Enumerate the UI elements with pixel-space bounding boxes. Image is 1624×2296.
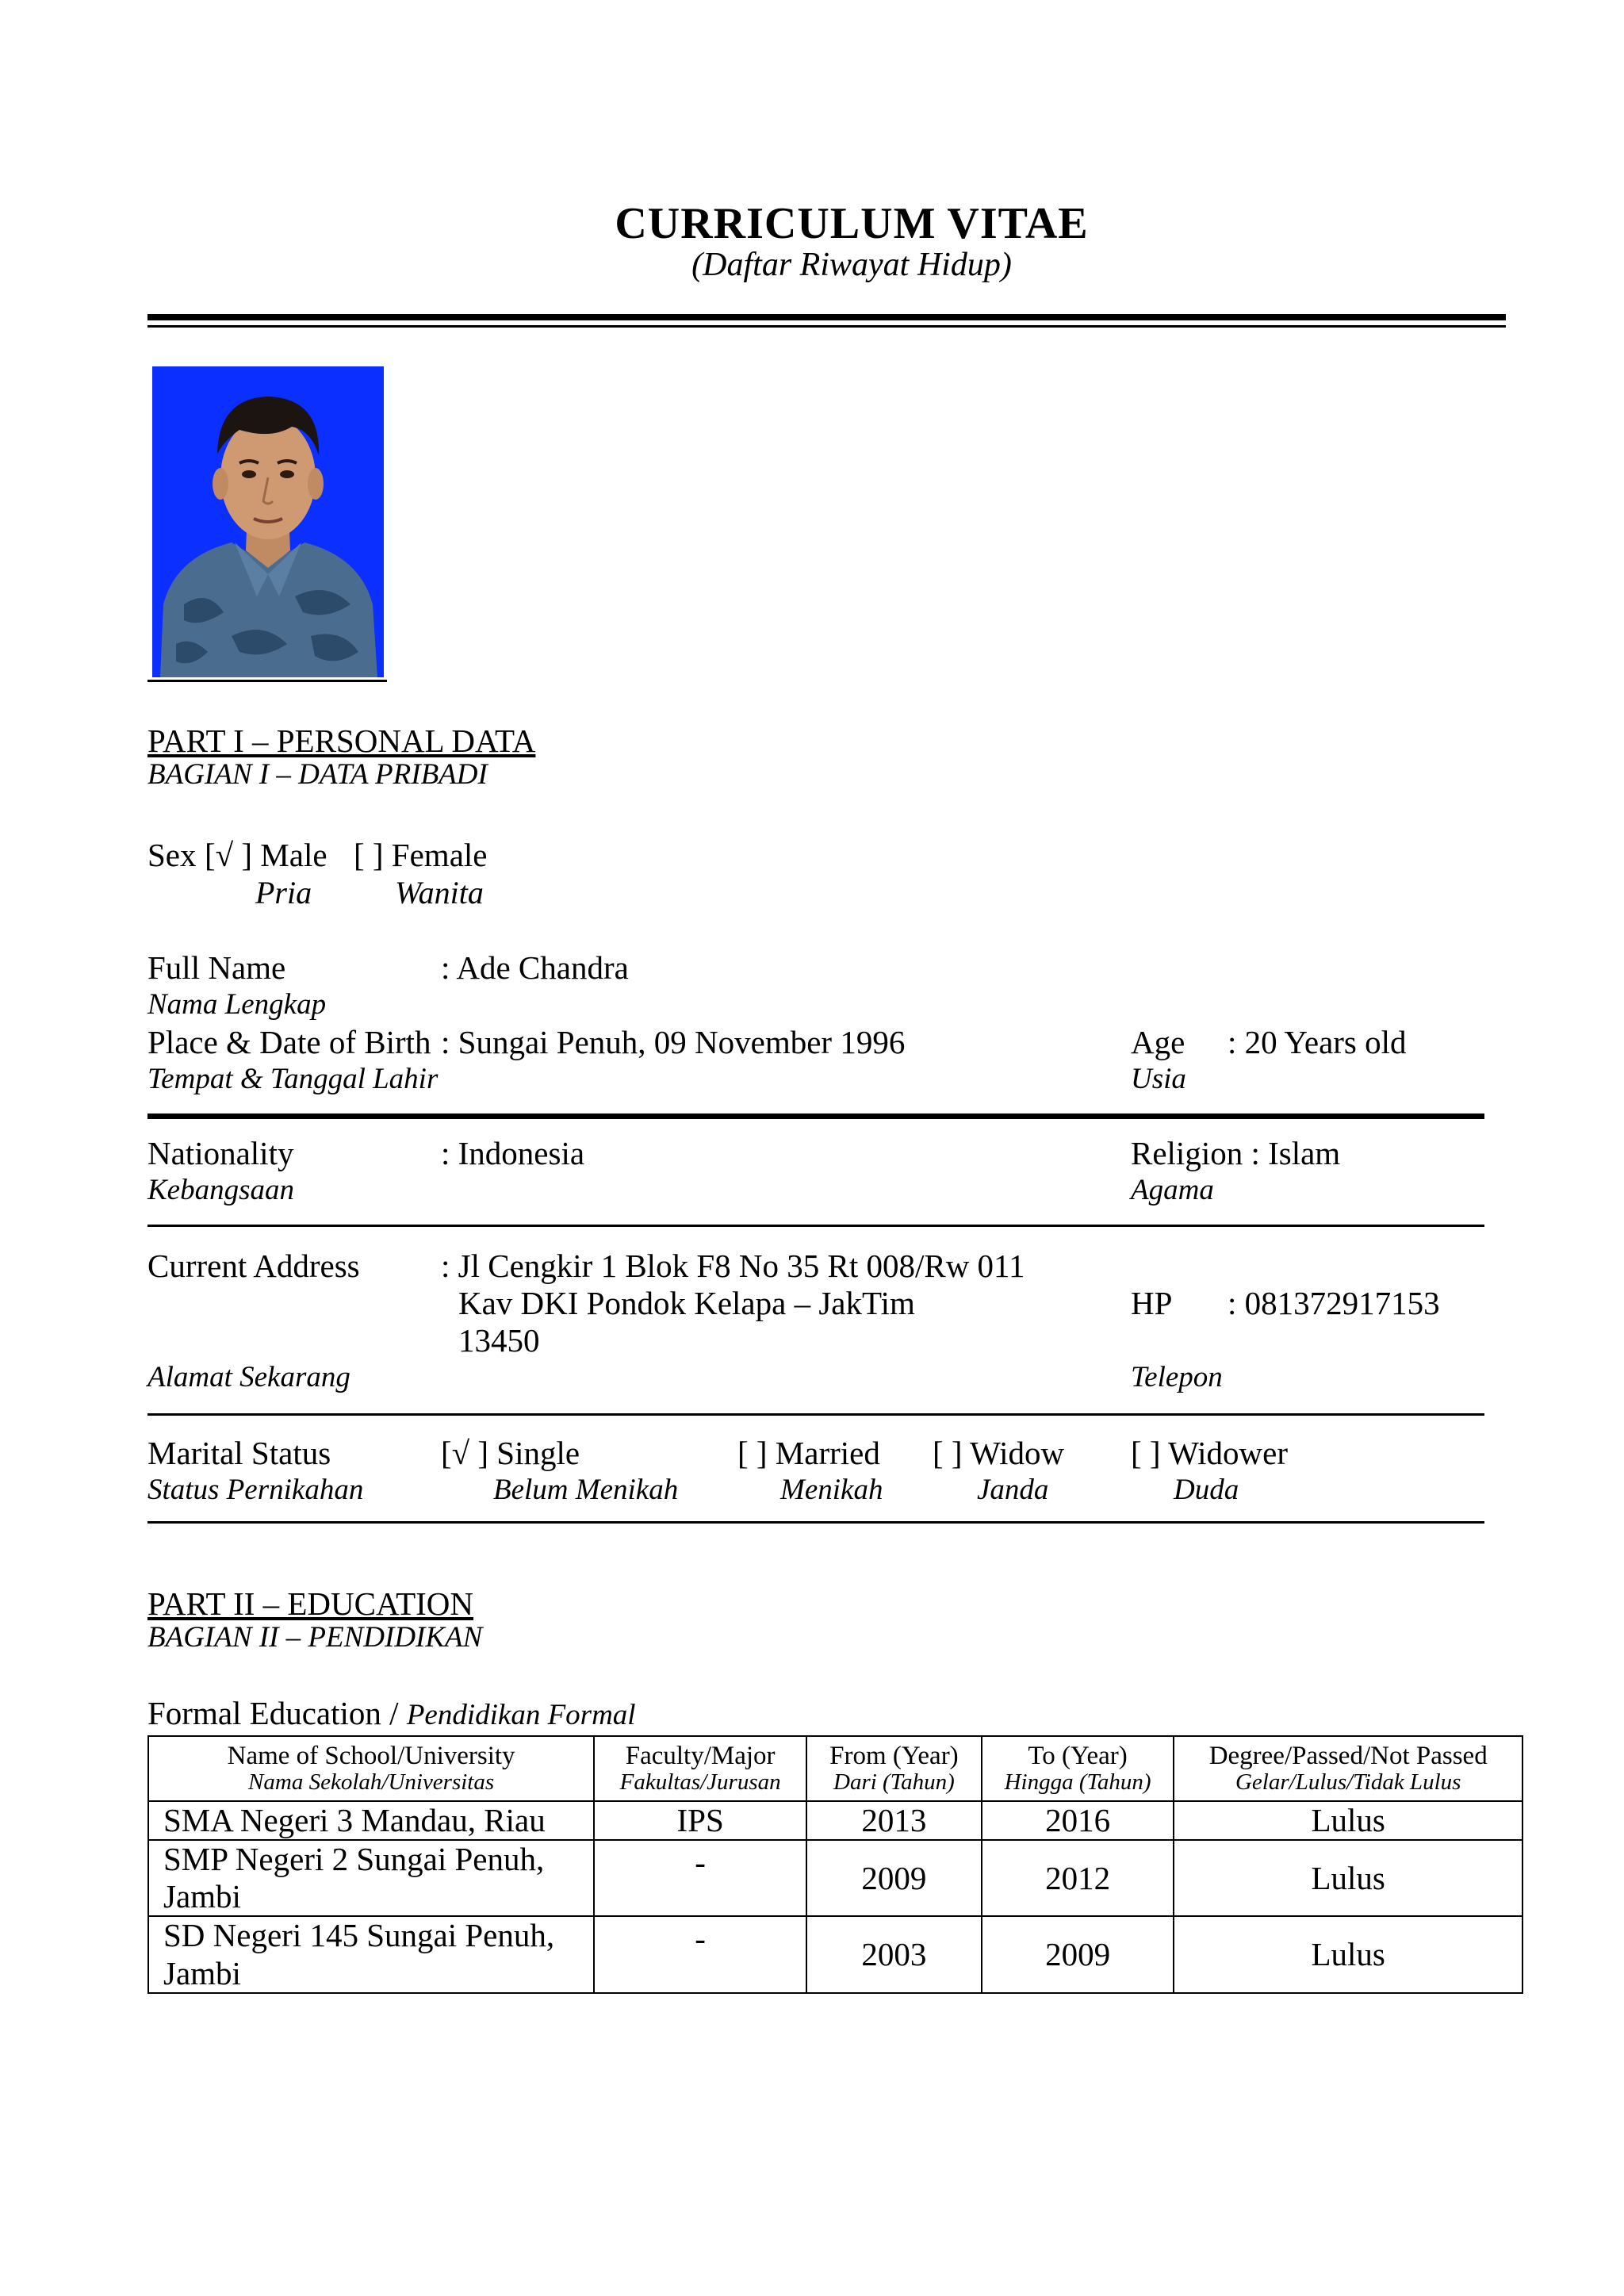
sex-female-checkbox[interactable]: [ ] Female bbox=[354, 837, 488, 873]
column-header-to-label: To (Year) bbox=[1028, 1742, 1128, 1771]
column-header-degree-label: Degree/Passed/Not Passed bbox=[1208, 1742, 1488, 1771]
document-title: CURRICULUM VITAE bbox=[615, 199, 1089, 248]
marital-widow-label-id: Janda bbox=[977, 1474, 1049, 1506]
age-label-id: Usia bbox=[1131, 1063, 1186, 1095]
cell-to: 2009 bbox=[982, 1916, 1174, 1992]
birth-label-id: Tempat & Tanggal Lahir bbox=[147, 1063, 439, 1095]
nationality-value: : Indonesia bbox=[441, 1135, 585, 1171]
sex-male-label-id: Pria bbox=[255, 875, 312, 910]
cell-from: 2003 bbox=[806, 1916, 982, 1992]
divider-2 bbox=[147, 1413, 1484, 1416]
full-name-label-id: Nama Lengkap bbox=[147, 988, 327, 1021]
marital-label: Marital Status bbox=[147, 1435, 331, 1471]
formal-education-label bbox=[147, 1697, 636, 1730]
cell-degree: Lulus bbox=[1174, 1916, 1522, 1992]
photo-underline bbox=[147, 680, 387, 682]
cell-major: - bbox=[594, 1916, 806, 1992]
cell-school: SMP Negeri 2 Sungai Penuh, Jambi bbox=[148, 1840, 594, 1916]
part2-heading: PART II – EDUCATION bbox=[147, 1585, 473, 1622]
table-row bbox=[148, 1916, 1522, 1992]
phone-label: HP bbox=[1131, 1285, 1173, 1321]
part2-heading-id: BAGIAN II – PENDIDIKAN bbox=[147, 1621, 483, 1654]
column-header-major-label-id: Fakultas/Jurusan bbox=[619, 1769, 781, 1796]
formal-education-label-en: Formal Education / bbox=[147, 1695, 407, 1731]
age-label: Age bbox=[1131, 1024, 1185, 1060]
marital-married-label-id: Menikah bbox=[780, 1474, 883, 1506]
address-label: Current Address bbox=[147, 1248, 360, 1284]
marital-widower-label-id: Duda bbox=[1174, 1474, 1239, 1506]
religion-label-id: Agama bbox=[1131, 1174, 1214, 1206]
applicant-photo bbox=[152, 366, 384, 677]
column-header-degree bbox=[1174, 1736, 1522, 1801]
cell-to: 2012 bbox=[982, 1840, 1174, 1916]
cell-major: - bbox=[594, 1840, 806, 1916]
column-header-to-label-id: Hingga (Tahun) bbox=[1004, 1769, 1151, 1796]
sex-male-checkbox[interactable]: [√ ] Male bbox=[205, 837, 327, 873]
address-label-id: Alamat Sekarang bbox=[147, 1361, 350, 1393]
column-header-from-label-id: Dari (Tahun) bbox=[833, 1769, 955, 1796]
divider-3 bbox=[147, 1521, 1484, 1524]
table-row bbox=[148, 1840, 1522, 1916]
column-header-major bbox=[594, 1736, 806, 1801]
cell-degree: Lulus bbox=[1174, 1840, 1522, 1916]
cell-school: SD Negeri 145 Sungai Penuh, Jambi bbox=[148, 1916, 594, 1992]
column-header-school-label: Name of School/University bbox=[227, 1742, 515, 1771]
address-line-3: 13450 bbox=[458, 1322, 540, 1359]
part1-heading-id: BAGIAN I – DATA PRIBADI bbox=[147, 758, 488, 791]
column-header-to bbox=[982, 1736, 1174, 1801]
birth-label: Place & Date of Birth bbox=[147, 1024, 431, 1060]
table-row bbox=[148, 1801, 1522, 1840]
nationality-label-id: Kebangsaan bbox=[147, 1174, 294, 1206]
sex-female-label-id: Wanita bbox=[395, 875, 484, 910]
address-line-2: Kav DKI Pondok Kelapa – JakTim bbox=[458, 1285, 915, 1321]
nationality-label: Nationality bbox=[147, 1135, 294, 1171]
sex-label: Sex bbox=[147, 837, 197, 873]
religion-label: Religion : Islam bbox=[1131, 1135, 1341, 1171]
column-header-school bbox=[148, 1736, 594, 1801]
full-name-value: : Ade Chandra bbox=[441, 949, 629, 986]
column-header-major-label: Faculty/Major bbox=[625, 1742, 776, 1771]
phone-label-id: Telepon bbox=[1131, 1361, 1223, 1393]
cell-from: 2013 bbox=[806, 1801, 982, 1840]
birth-value: : Sungai Penuh, 09 November 1996 bbox=[441, 1024, 906, 1060]
cell-from: 2009 bbox=[806, 1840, 982, 1916]
column-header-school-label-id: Nama Sekolah/Universitas bbox=[248, 1769, 495, 1796]
education-table-header bbox=[148, 1736, 1522, 1801]
marital-widower-checkbox[interactable]: [ ] Widower bbox=[1131, 1435, 1288, 1471]
formal-education-label-id: Pendidikan Formal bbox=[406, 1699, 636, 1731]
title-rule-thick bbox=[147, 314, 1506, 320]
marital-label-id: Status Pernikahan bbox=[147, 1474, 364, 1506]
cell-major: IPS bbox=[594, 1801, 806, 1840]
column-header-from-label: From (Year) bbox=[829, 1742, 959, 1771]
full-name-label: Full Name bbox=[147, 949, 286, 986]
divider-1 bbox=[147, 1225, 1484, 1227]
cell-degree: Lulus bbox=[1174, 1801, 1522, 1840]
address-line-1: : Jl Cengkir 1 Blok F8 No 35 Rt 008/Rw 011 bbox=[441, 1248, 1025, 1284]
marital-single-label-id: Belum Menikah bbox=[493, 1474, 679, 1506]
column-header-from bbox=[806, 1736, 982, 1801]
part1-heading: PART I – PERSONAL DATA bbox=[147, 723, 536, 759]
marital-widow-checkbox[interactable]: [ ] Widow bbox=[933, 1435, 1065, 1471]
divider-thick bbox=[147, 1114, 1484, 1119]
marital-married-checkbox[interactable]: [ ] Married bbox=[737, 1435, 880, 1471]
title-rule-thin bbox=[147, 325, 1506, 328]
marital-single-checkbox[interactable]: [√ ] Single bbox=[441, 1435, 580, 1471]
phone-value: : 081372917153 bbox=[1228, 1285, 1440, 1321]
document-subtitle: (Daftar Riwayat Hidup) bbox=[691, 247, 1012, 283]
column-header-degree-label-id: Gelar/Lulus/Tidak Lulus bbox=[1235, 1769, 1461, 1796]
cell-school: SMA Negeri 3 Mandau, Riau bbox=[148, 1801, 594, 1840]
education-table bbox=[147, 1735, 1523, 1994]
cell-to: 2016 bbox=[982, 1801, 1174, 1840]
applicant-photo-image bbox=[152, 366, 384, 677]
age-value: : 20 Years old bbox=[1228, 1024, 1407, 1060]
